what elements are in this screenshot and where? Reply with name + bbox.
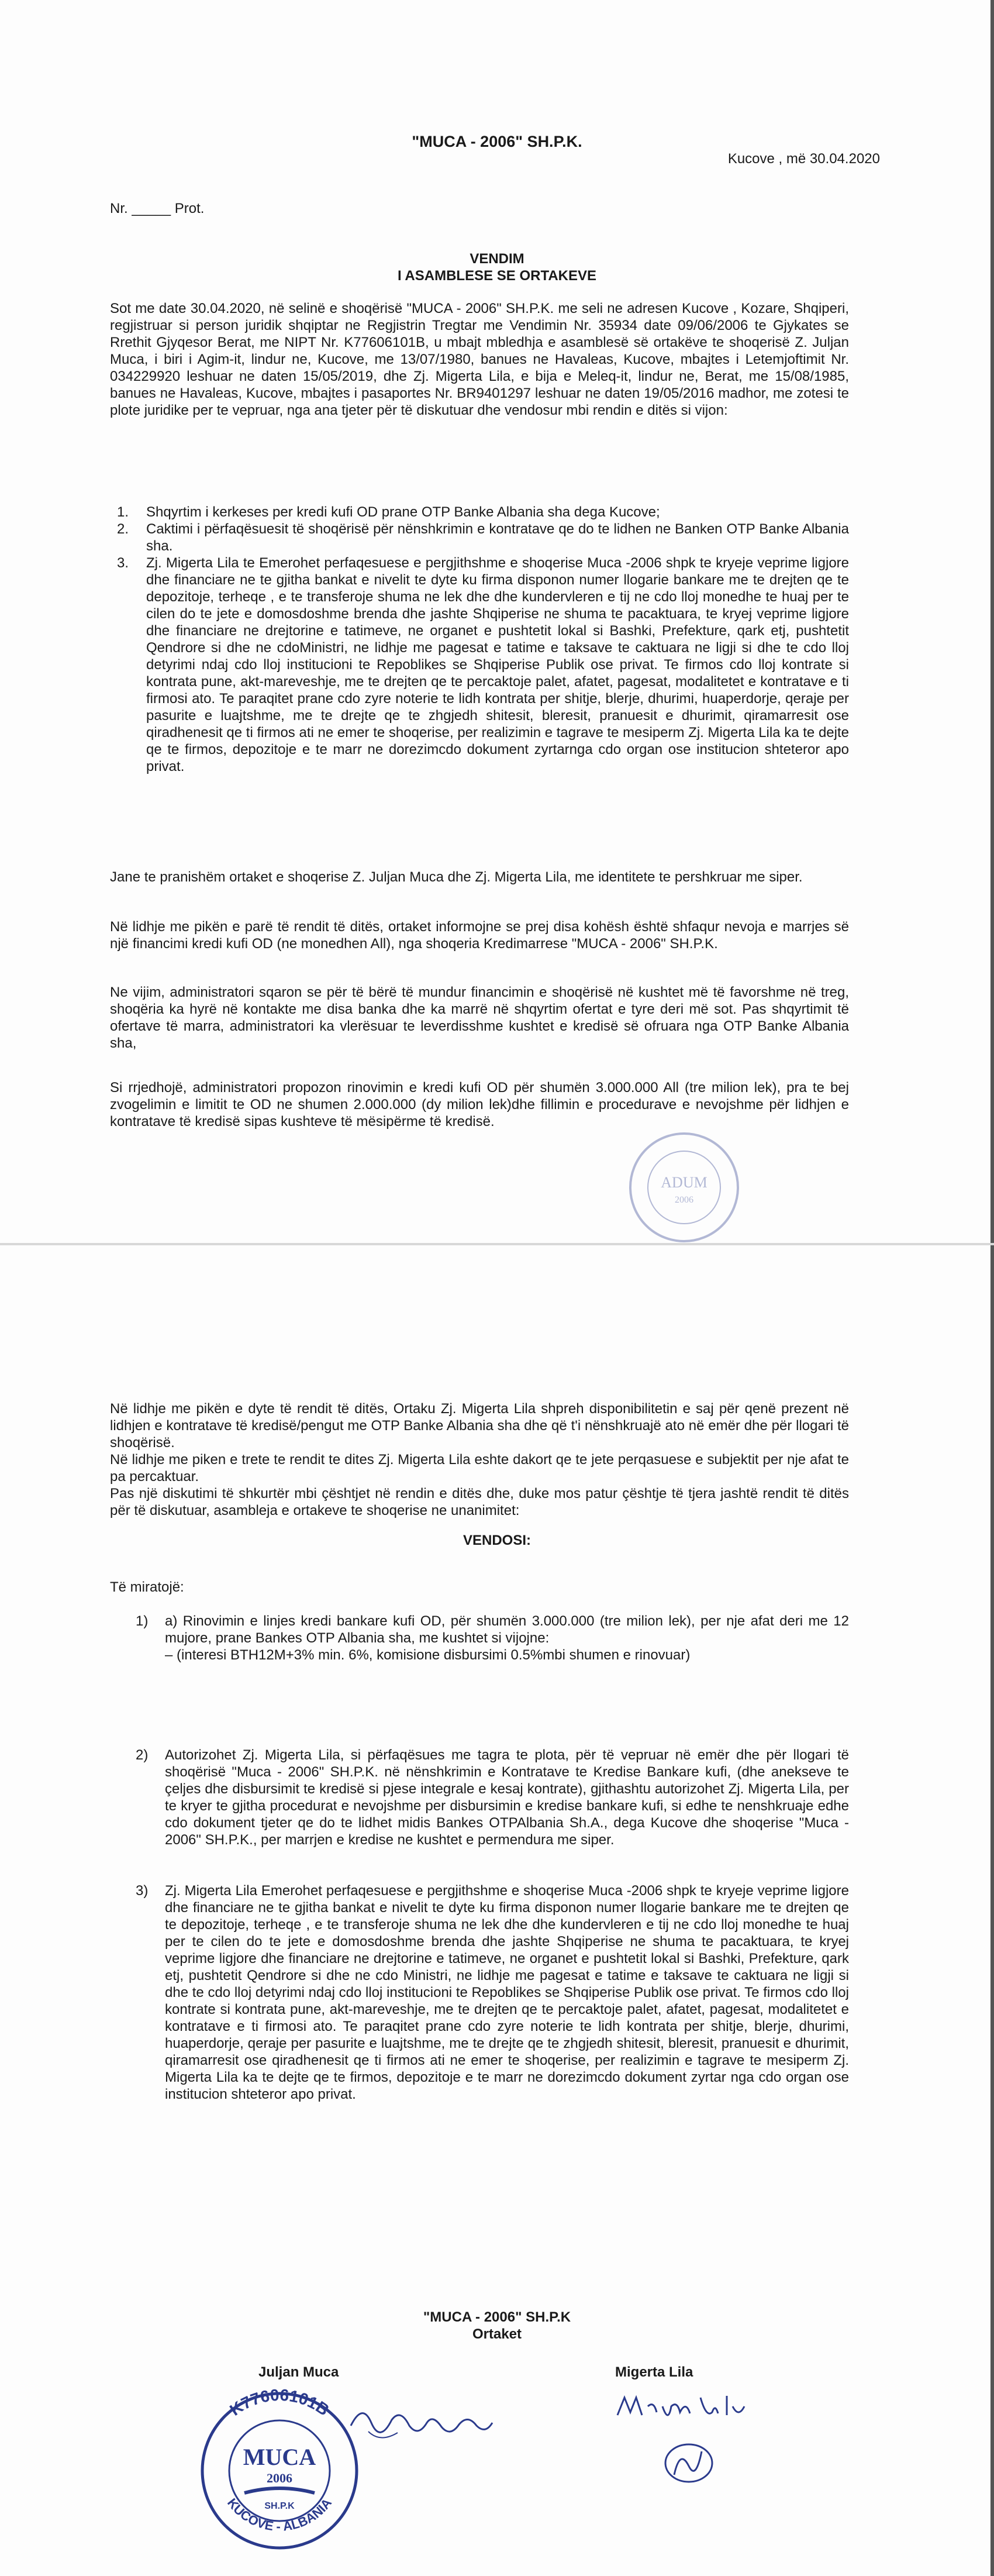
decision-item: 3) Zj. Migerta Lila Emerohet perfaqesuese e pergjithshme e shoqerise Muca -2006 shpk te kryeje veprime ligjore dhe financiare ne te gjitha bankat e nivelit te dyte ku firma disponon numer llogarie bankare me te drejten qe te depozitoje, terheqe , e te transferoje shuma ne lek dhe dhe kundervleren e tij ne cdo lloj monedhe te huaj per te cilen do te jete e domosdoshme brenda dhe jashte Shqiperise ne shuma te pacaktuara, te kryej veprime ligjore dhe financiare ne drejtorine e tatimeve, ne organet e pushtetit lokal si Bashki, Prefekture, qark etj, pushtetit Qendrore si dhe ne cdo Ministri, ne lidhje me pagesat e tatime e taksave te caktuara ne ligji si dhe te cdo lloj detyrimi ndaj cdo lloj institucioni te Repoblikes se Shqiperise Publik ose privat. Te firmos cdo lloj kontrate si kontrata pune, akt-mareveshje, me te drejten qe te percaktoje palet, afatet, pagesat, modalitetet e kontratave e ti firmosi ato. Te paraqitet prane cdo zyre noterie te lidh kontrata per shitje, blerje, dhurimi, huaperdorje, qeraje per pasurite e luajtshme, me te drejte qe te zhgjedh shitesit, bleresit, pranuesit e dhurimit, qiramarresit ose qiradhenesit qe ti firmos ati ne emer te shoqerise, per realizimin e tagrave te mesiperm Zj. Migerta Lila ka te dejte qe te firmos, depozitoje e te marr ne dorezimcdo dokument zyrtar nga cdo organ ose institucion shteteror apo privat. <box>136 1883 849 2102</box>
owner-1-name: Juljan Muca <box>258 2364 339 2380</box>
decision-heading: VENDIM <box>470 251 524 267</box>
third-point-paragraph: Në lidhje me piken e trete te rendit te dites Zj. Migerta Lila eshte dakort qe te jete perqasuese e subjektit per nje afat te pa percaktuar. <box>110 1452 849 1485</box>
agenda-item: 1. Shqyrtim i kerkeses per kredi kufi OD prane OTP Banke Albania sha dega Kucove; <box>117 504 660 520</box>
page-edge <box>990 0 994 1243</box>
decision-item: 1) a) Rinovimin e linjes kredi bankare kufi OD, për shumën 3.000.000 (tre milion lek), per nje afat deri me 12 mujore, prane Bankes OTP Albania sha, me kushtet si vijojne: – (interesi BTH12M+3% min. 6%, komisione disbursimi 0.5%mbi shumen e rinovuar) <box>136 1613 849 1663</box>
svg-text:K77606101B <box>226 2386 332 2419</box>
svg-text:2006: 2006 <box>675 1195 693 1205</box>
place-date: Kucove , më 30.04.2020 <box>727 151 880 167</box>
stamp-nipt: K77606101B <box>226 2385 333 2419</box>
conclusion-paragraph: Si rrjedhojë, administratori propozon rinovimin e kredi kufi OD për shumën 3.000.000 All (tre milion lek), pra te bej zvogelimin e limitit te OD ne shumen 2.000.000 (dy milion lek)dhe fillimin e procedurave e nevojshme për lidhjen e kontratave të kredisë sipas kushteve të mësipërme të kredisë. <box>110 1080 849 1129</box>
agenda-item: 3. Zj. Migerta Lila te Emerohet perfaqesuese e pergjithshme e shoqerise Muca -2006 shpk te kryeje veprime ligjore dhe financiare ne te gjitha bankat e nivelit te dyte ku firma disponon numer llogarie bankare me te drejten qe te depozitoje, terheqe , e te transferoje shuma ne lek dhe dhe kundervleren e tij ne cdo lloj monedhe te huaj per te cilen do te jete e domosdoshme brenda dhe jashte Shqiperise ne shuma te pacaktuara, te kryej veprime ligjore dhe financiare ne drejtorine e tatimeve, ne organet e pushtetit lokal si Bashki, Prefekture, qark etj, pushtetit Qendrore si dhe ne cdoMinistri, ne lidhje me pagesat e tatime e taksave te caktuara ne ligji si dhe te cdo lloj detyrimi ndaj cdo lloj institucioni te Repoblikes se Shqiperise Publik ose privat. Te firmos cdo lloj kontrate si kontrata pune, akt-mareveshje, me te drejten qe te percaktoje palet, afatet, pagesat, modalitetet e kontratave e ti firmosi ato. Te paraqitet prane cdo zyre noterie te lidh kontrata per shitje, blerje, dhurimi, huaperdorje, qeraje per pasurite e luajtshme, me te drejte qe te zhgjedh shitesit, bleresit, pranuesit e dhurimit, qiramarresit ose qiradhenesit qe ti firmos ati ne emer te shoqerise, per realizimin e tagrave te mesiperm Zj. Migerta Lila ka te dejte qe te firmos, depozitoje e te marr ne dorezimcdo dokument zyrtarnga cdo organ ose institucion shteteror apo privat. <box>117 555 849 774</box>
stamp-bottom: KUCOVE - ALBANIA <box>224 2495 335 2534</box>
signature-migerta-lila-icon <box>654 2434 724 2492</box>
present-paragraph: Jane te pranishëm ortaket e shoqerise Z. Juljan Muca dhe Zj. Migerta Lila, me identitete te pershkruar me siper. <box>110 869 803 885</box>
company-title: "MUCA - 2006" SH.P.K. <box>412 133 582 150</box>
signature-juljan-muca-icon <box>345 2391 497 2461</box>
decides-heading: VENDOSI: <box>463 1532 531 1548</box>
stamp-year: 2006 <box>267 2471 292 2485</box>
handwritten-name-migerta-lila-icon <box>613 2389 753 2430</box>
svg-text:ADUM: ADUM <box>661 1174 707 1191</box>
approve-label: Të miratojë: <box>110 1579 184 1595</box>
second-point-paragraph: Në lidhje me pikën e dyte të rendit të ditës, Ortaku Zj. Migerta Lila shpreh disponibilitetin e saj për qenë prezent në lidhjen e kontratave të kredisë/pengut me OTP Banke Albania sha dhe që t'i nënshkruajë ato në emër dhe për llogari të shoqërisë. <box>110 1401 849 1451</box>
administrator-paragraph: Ne vijim, administratori sqaron se për të bërë të mundur financimin e shoqërisë në kushtet më të favorshme në treg, shoqëria ka hyrë në kontakte me disa banka dhe ka marrë në shqyrtim ofertat e tyre deri më sot. Pas shqyrtimit të ofertave të marra, administratori ka vlerësuar te leverdisshme kushtet e kredisë së ofruara nga OTP Banke Albania sha, <box>110 984 849 1051</box>
agenda-item: 2. Caktimi i përfaqësuesit të shoqërisë për nënshkrimin e kontratave qe do te lidhen ne Banken OTP Banke Albania sha. <box>117 521 849 554</box>
document-page-1 <box>0 0 994 1243</box>
protocol-number: Nr. _____ Prot. <box>110 201 205 216</box>
decision-item: 2) Autorizohet Zj. Migerta Lila, si përfaqësues me tagra te plota, për të vepruar në emër dhe për llogari të shoqërisë "Muca - 2006" SH.P.K. në nënshkrimin e Kontratave te Kredise Bankare kufi, (dhe anekseve te çeljes dhe disbursimit te kredisë si pjese integrale e kesaj kontrate), gjithashtu autorizohet Zj. Migerta Lila, per te kryer te gjitha procedurat e nevojshme per disbursimin e kredise bankare kufi, si edhe te nenshkruaje edhe cdo dokument tjeter qe do te lidhet midis Bankes OTPAlbania Sh.A., dega Kucove dhe shoqerise "Muca - 2006" SH.P.K., per marrjen e kredise ne kushtet e permendura me siper. <box>136 1747 849 1848</box>
stamp-name: MUCA <box>243 2444 316 2470</box>
stamp-shpk: SH.P.K <box>264 2501 295 2511</box>
first-point-paragraph: Në lidhje me pikën e parë të rendit të ditës, ortaket informojne se prej disa kohësh është shfaqur nevoja e marrjes së një financimi kredi kufi OD (ne monedhen All), nga shoqeria Kredimarrese "MUCA - 2006" SH.P.K. <box>110 919 849 952</box>
decisions-list <box>136 1613 849 2103</box>
discussion-paragraph: Pas një diskutimi të shkurtër mbi çështjet në rendin e ditës dhe, duke mos patur çështje të tjera jashtë rendit të ditës për të diskutuar, asambleja e ortakeve te shoqerise ne unanimitet: <box>110 1486 849 1518</box>
owner-2-name: Migerta Lila <box>615 2364 693 2380</box>
agenda-list <box>117 504 849 775</box>
faint-stamp-icon <box>626 1129 743 1243</box>
page-edge <box>990 1245 994 2576</box>
footer-owners: Ortaket <box>472 2326 522 2342</box>
document-page-2 <box>0 1243 994 2576</box>
assembly-heading: I ASAMBLESE SE ORTAKEVE <box>397 268 597 284</box>
intro-paragraph: Sot me date 30.04.2020, në selinë e shoqërisë "MUCA - 2006" SH.P.K. me seli ne adresen Kucove , Kozare, Shqiperi, regjistruar si person juridik shqiptar ne Regjistrin Tregtar me Vendimin Nr. 35934 date 09/06/2006 te Gjykates se Rrethit Gjyqesor Berat, me NIPT Nr. K77606101B, u mbajt mbledhja e asamblesë së ortakëve te shoqerisë Z. Juljan Muca, i biri i Agim-it, lindur ne, Kucove, me 13/07/1980, banues ne Havaleas, Kucove, mbajtes i Letemjoftimit Nr. 034229920 leshuar ne daten 15/05/2019, dhe Zj. Migerta Lila, e bija e Meleq-it, lindur ne, Berat, me 15/08/1985, banues ne Havaleas, Kucove, mbajtes i pasaportes Nr. BR9401297 leshuar ne daten 19/05/2016 madhor, me zotesi te plote juridike per te vepruar, nga ana tjeter për të diskutuar dhe vendosur mbi rendin e ditës si vijon: <box>110 301 849 418</box>
footer-company: "MUCA - 2006" SH.P.K <box>423 2309 571 2325</box>
